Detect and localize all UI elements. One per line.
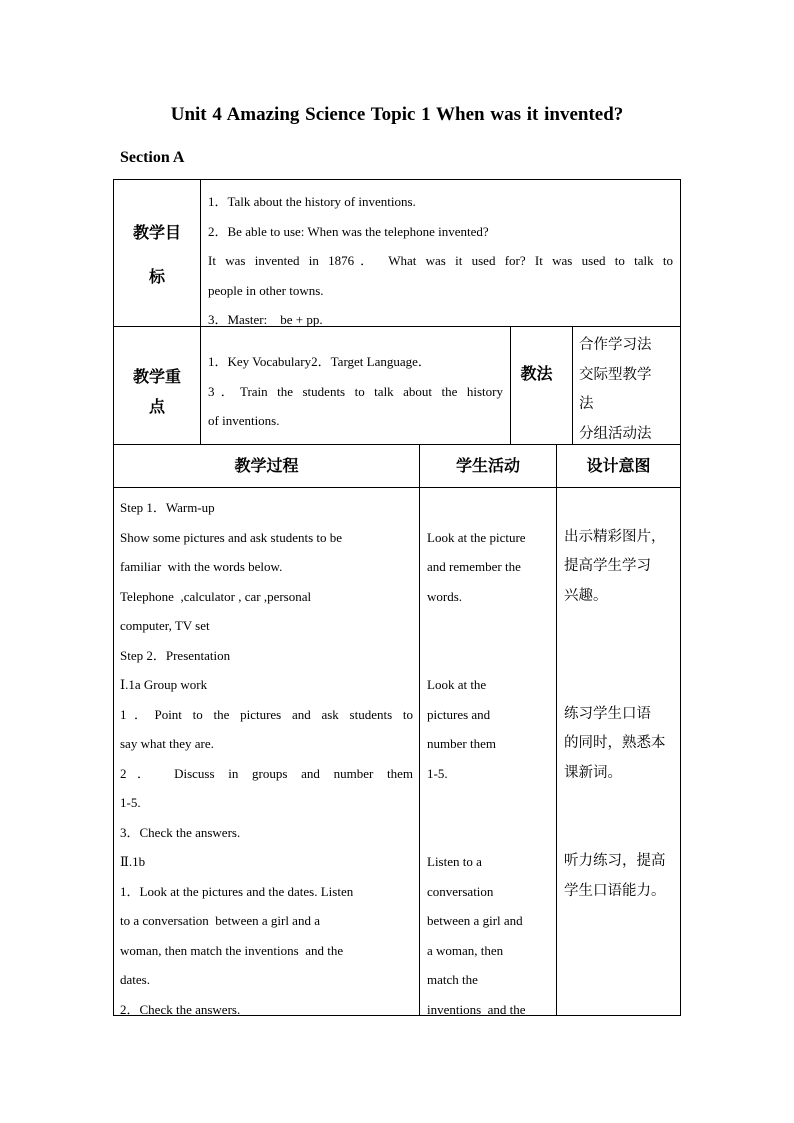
process-line: Show some pictures and ask students to be [120,529,343,545]
key-point-line: 3．Train the students to talk about the history [208,383,503,399]
process-line: say what they are. [120,736,214,751]
process-line: dates. [120,972,150,987]
process-line: 1-5. [120,795,141,810]
objective-line: 3．Master: be + pp. [208,312,323,327]
process-line: familiar with the words below. [120,559,283,574]
design-intent-cell [556,487,681,1016]
key-points-label-line-2: 点 [148,397,165,416]
intent-line: 学生口语能力。 [564,882,666,899]
activity-line: a woman, then [427,942,504,958]
objectives-label-cell [113,179,201,327]
process-line: 3．Check the answers. [120,824,241,840]
objective-line: It was invented in 1876． What was it used for? It was used to talk to [208,253,673,268]
intent-line [564,670,680,700]
intent-line [564,818,680,848]
header-process: 教学过程 [113,444,420,488]
key-points-label-line-1: 教学重 [132,367,181,386]
activity-line: match the [427,972,478,987]
intent-line [564,641,680,671]
objective-line: 1．Talk about the history of inventions. [208,194,416,209]
process-line: Telephone ,calculator , car ,personal [120,588,312,604]
intent-line: 练习学生口语 [564,705,651,722]
intent-line [564,788,680,818]
objectives-label-line-1: 教学目 [132,223,181,242]
activity-line: conversation [427,883,494,899]
activity-line: words. [427,588,463,604]
objectives-content-cell [200,179,681,327]
process-line: 1．Look at the pictures and the dates. Listen [120,883,354,899]
activity-line [427,818,550,848]
activity-line [427,611,550,641]
activity-line: Listen to a [427,854,482,869]
activity-line [427,493,550,523]
process-line: 1．Point to the pictures and ask students to [120,706,413,722]
process-line: Step 1．Warm-up [120,500,215,515]
activity-line: 1-5. [427,765,448,781]
activity-line: inventions and the [427,1001,526,1016]
process-line: 2．Check the answers. [120,1001,241,1016]
process-line: Ⅰ.1a Group work [120,677,208,692]
process-line: computer, TV set [120,618,210,633]
method-item: 合作学习法 [579,337,652,353]
process-line: 2． Discuss in groups and number them [120,765,413,781]
intent-line: 出示精彩图片， [564,528,666,545]
process-line: woman, then match the inventions and the [120,942,344,958]
objective-line: 2．Be able to use: When was the telephone invented? [208,223,489,239]
method-item: 交际型教学 [579,366,652,383]
method-item: 法 [579,396,594,412]
key-point-line: of inventions. [208,413,280,428]
activity-line: pictures and [427,706,491,722]
header-design-intent: 设计意图 [556,444,681,488]
header-student-activity: 学生活动 [419,444,557,488]
section-heading: Section A [120,149,185,166]
activity-line: Look at the picture [427,529,526,545]
intent-line: 提高学生学习 [564,558,651,574]
objective-line: people in other towns. [208,282,324,298]
method-item: 分组活动法 [579,425,652,442]
process-line: Step 2．Presentation [120,647,231,663]
student-activity-cell [419,487,557,1016]
activity-line: number them [427,736,496,751]
intent-line: 兴趣。 [564,587,608,604]
activity-line: Look at the [427,677,487,692]
intent-line [564,611,680,641]
process-line: to a conversation between a girl and a [120,913,320,928]
activity-line: between a girl and [427,913,523,928]
intent-line: 课新词。 [564,764,622,781]
process-line: Ⅱ.1b [120,854,146,869]
key-points-label-cell [113,326,201,445]
process-cell [113,487,420,1016]
activity-line [427,641,550,671]
activity-line: and remember the [427,559,521,574]
key-point-line: 1．Key Vocabulary2．Target Language． [208,354,431,369]
key-points-content-cell [200,326,511,445]
document-title: Unit 4 Amazing Science Topic 1 When was it invented? [170,104,624,125]
intent-line: 听力练习，提高 [564,853,666,869]
objectives-label-line-2: 标 [148,267,165,286]
method-label: 教法 [520,364,553,383]
method-label-cell [510,326,573,445]
activity-line [427,788,550,818]
intent-line: 的同时，熟悉本 [564,735,666,751]
intent-line [564,493,680,523]
method-content-cell [572,326,681,445]
